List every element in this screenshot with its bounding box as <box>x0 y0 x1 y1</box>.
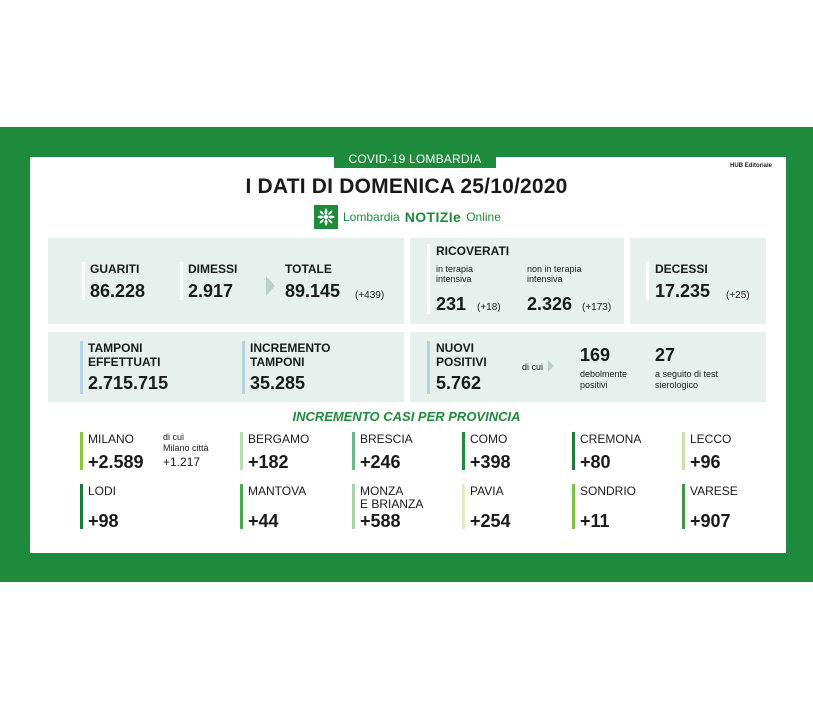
province-name-varese: VARESE <box>690 484 738 498</box>
totale-label: TOTALE <box>285 262 332 276</box>
guariti-value: 86.228 <box>90 281 146 301</box>
province-bar-monza <box>352 484 355 529</box>
province-value-como: +398 <box>470 452 511 472</box>
lombardia-logo-icon <box>314 205 338 229</box>
province-name-2-monza: E BRIANZA <box>360 497 424 511</box>
page-title: I DATI DI DOMENICA 25/10/2020 <box>245 175 568 198</box>
debolmente-value: 169 <box>580 345 611 365</box>
province-value-sondrio: +11 <box>580 511 610 531</box>
brand-prefix: Lombardia <box>343 210 400 224</box>
tamponi-label-1: TAMPONI <box>88 341 143 355</box>
province-bar-bergamo <box>240 432 243 470</box>
publisher-credit: HUB Editoriale <box>730 163 773 169</box>
ricoverati-bar <box>427 244 430 314</box>
decessi-bar <box>646 262 649 300</box>
sierologico-label-2: sierologico <box>655 380 699 390</box>
milano-note-value: +1.217 <box>163 455 201 469</box>
decessi-value: 17.235 <box>655 281 711 301</box>
tamponi-bar <box>80 341 83 394</box>
province-bar-milano <box>80 432 83 470</box>
arrow-right-small-icon <box>548 360 554 372</box>
positivi-label-1: NUOVI <box>436 341 475 355</box>
province-name-mantova: MANTOVA <box>248 484 307 498</box>
dimessi-label: DIMESSI <box>188 262 238 276</box>
provinces-title: INCREMENTO CASI PER PROVINCIA <box>292 409 521 424</box>
province-bar-varese <box>682 484 685 529</box>
province-value-cremona: +80 <box>580 452 611 472</box>
non-intensiva-delta: (+173) <box>582 302 612 313</box>
province-name-pavia: PAVIA <box>470 484 504 498</box>
totale-value: 89.145 <box>285 281 341 301</box>
province-bar-cremona <box>572 432 575 470</box>
dimessi-value: 2.917 <box>188 281 234 301</box>
province-name-lodi: LODI <box>88 484 117 498</box>
debolmente-label-1: debolmente <box>580 369 628 379</box>
province-value-varese: +907 <box>690 511 731 531</box>
guariti-bar <box>82 262 85 300</box>
province-value-lecco: +96 <box>690 452 721 472</box>
province-name-monza: MONZA <box>360 484 404 498</box>
non-intensiva-label-2: intensiva <box>527 274 563 284</box>
di-cui-label: di cui <box>522 362 544 372</box>
totale-delta: (+439) <box>355 290 385 301</box>
province-value-bergamo: +182 <box>248 452 289 472</box>
intensiva-value: 231 <box>436 294 467 314</box>
non-intensiva-label-1: non in terapia <box>527 264 582 274</box>
intensiva-label-1: in terapia <box>436 264 474 274</box>
positivi-bar <box>427 341 430 394</box>
brand-main: NOTIZIe <box>404 209 462 225</box>
province-name-milano: MILANO <box>88 432 135 446</box>
incremento-label-2: TAMPONI <box>250 355 305 369</box>
province-value-brescia: +246 <box>360 452 401 472</box>
province-bar-sondrio <box>572 484 575 529</box>
milano-note-label-2: Milano città <box>163 443 209 453</box>
province-name-bergamo: BERGAMO <box>248 432 310 446</box>
province-value-mantova: +44 <box>248 511 279 531</box>
sierologico-value: 27 <box>655 345 676 365</box>
tamponi-value: 2.715.715 <box>88 373 169 393</box>
intensiva-label-2: intensiva <box>436 274 472 284</box>
province-bar-mantova <box>240 484 243 529</box>
ricoverati-label: RICOVERATI <box>436 244 510 258</box>
decessi-label: DECESSI <box>655 262 708 276</box>
province-bar-brescia <box>352 432 355 470</box>
province-name-brescia: BRESCIA <box>360 432 413 446</box>
decessi-delta: (+25) <box>726 290 750 301</box>
milano-note-label-1: di cui <box>163 432 185 442</box>
guariti-label: GUARITI <box>90 262 140 276</box>
region-tab: COVID-19 LOMBARDIA <box>334 151 496 168</box>
sierologico-label-1: a seguito di test <box>655 369 719 379</box>
province-name-lecco: LECCO <box>690 432 732 446</box>
province-name-como: COMO <box>470 432 508 446</box>
province-value-pavia: +254 <box>470 511 511 531</box>
province-value-milano: +2.589 <box>88 452 144 472</box>
incremento-label-1: INCREMENTO <box>250 341 331 355</box>
province-name-cremona: CREMONA <box>580 432 642 446</box>
brand-suffix: Online <box>466 210 501 224</box>
positivi-label-2: POSITIVI <box>436 355 487 369</box>
incremento-bar <box>242 341 245 394</box>
debolmente-label-2: positivi <box>580 380 608 390</box>
province-value-lodi: +98 <box>88 511 119 531</box>
province-bar-pavia <box>462 484 465 529</box>
dimessi-bar <box>180 262 183 300</box>
province-bar-lodi <box>80 484 83 529</box>
province-bar-lecco <box>682 432 685 470</box>
brand-logo <box>314 205 501 229</box>
province-value-monza: +588 <box>360 511 401 531</box>
non-intensiva-value: 2.326 <box>527 294 573 314</box>
province-name-sondrio: SONDRIO <box>580 484 637 498</box>
positivi-value: 5.762 <box>436 373 482 393</box>
tamponi-label-2: EFFETTUATI <box>88 355 161 369</box>
arrow-right-icon <box>266 276 275 296</box>
incremento-value: 35.285 <box>250 373 306 393</box>
intensiva-delta: (+18) <box>477 302 501 313</box>
province-bar-como <box>462 432 465 470</box>
